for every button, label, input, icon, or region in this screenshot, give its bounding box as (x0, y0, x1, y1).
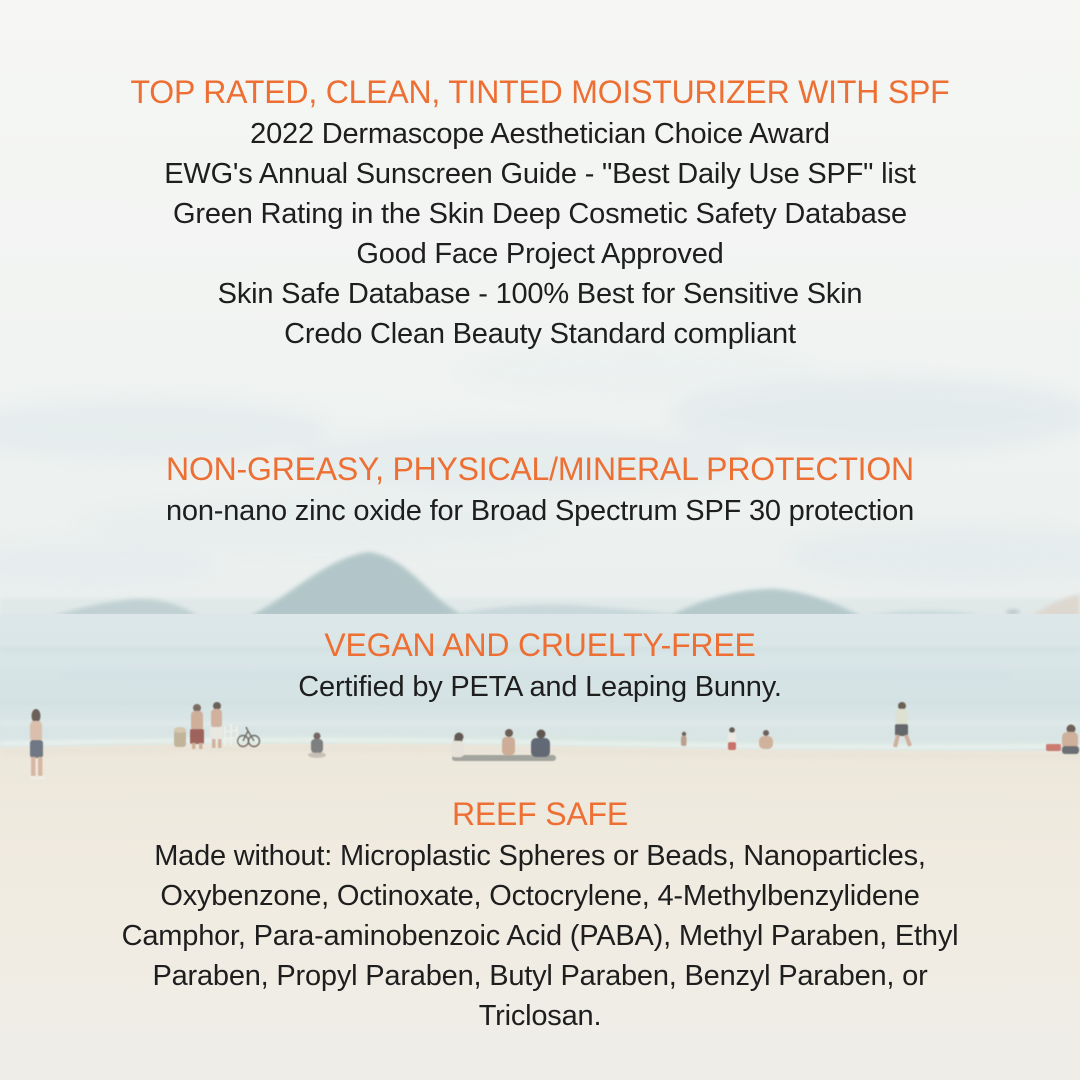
benefit-line: Good Face Project Approved (356, 238, 724, 270)
benefit-line: Skin Safe Database - 100% Best for Sensitive Skin (217, 278, 863, 310)
benefit-line: 2022 Dermascope Aesthetician Choice Award (250, 118, 830, 150)
section-heading: REEF SAFE (451, 796, 628, 832)
section-mineral-protection (0, 447, 1080, 531)
section-heading: VEGAN AND CRUELTY-FREE (324, 627, 756, 663)
benefit-line: Made without: Microplastic Spheres or Beads, Nanoparticles, (154, 840, 926, 872)
benefit-line: EWG's Annual Sunscreen Guide - "Best Daily Use SPF" list (164, 158, 916, 190)
section-vegan (0, 623, 1080, 707)
benefit-line: non-nano zinc oxide for Broad Spectrum SPF 30 protection (165, 495, 915, 527)
section-heading: NON-GREASY, PHYSICAL/MINERAL PROTECTION (166, 451, 914, 487)
benefit-line: Credo Clean Beauty Standard compliant (284, 318, 796, 350)
benefit-line: Triclosan. (478, 1000, 602, 1032)
benefit-line: Paraben, Propyl Paraben, Butyl Paraben, Benzyl Paraben, or (152, 960, 928, 992)
benefit-line: Certified by PETA and Leaping Bunny. (298, 671, 782, 703)
benefit-line: Camphor, Para-aminobenzoic Acid (PABA), Methyl Paraben, Ethyl (121, 920, 959, 952)
benefit-line: Oxybenzone, Octinoxate, Octocrylene, 4-Methylbenzylidene (160, 880, 920, 912)
benefit-line: Green Rating in the Skin Deep Cosmetic Safety Database (173, 198, 907, 230)
section-heading: TOP RATED, CLEAN, TINTED MOISTURIZER WITH SPF (130, 74, 950, 110)
section-top-rated (0, 70, 1080, 354)
section-reef-safe (0, 792, 1080, 1036)
